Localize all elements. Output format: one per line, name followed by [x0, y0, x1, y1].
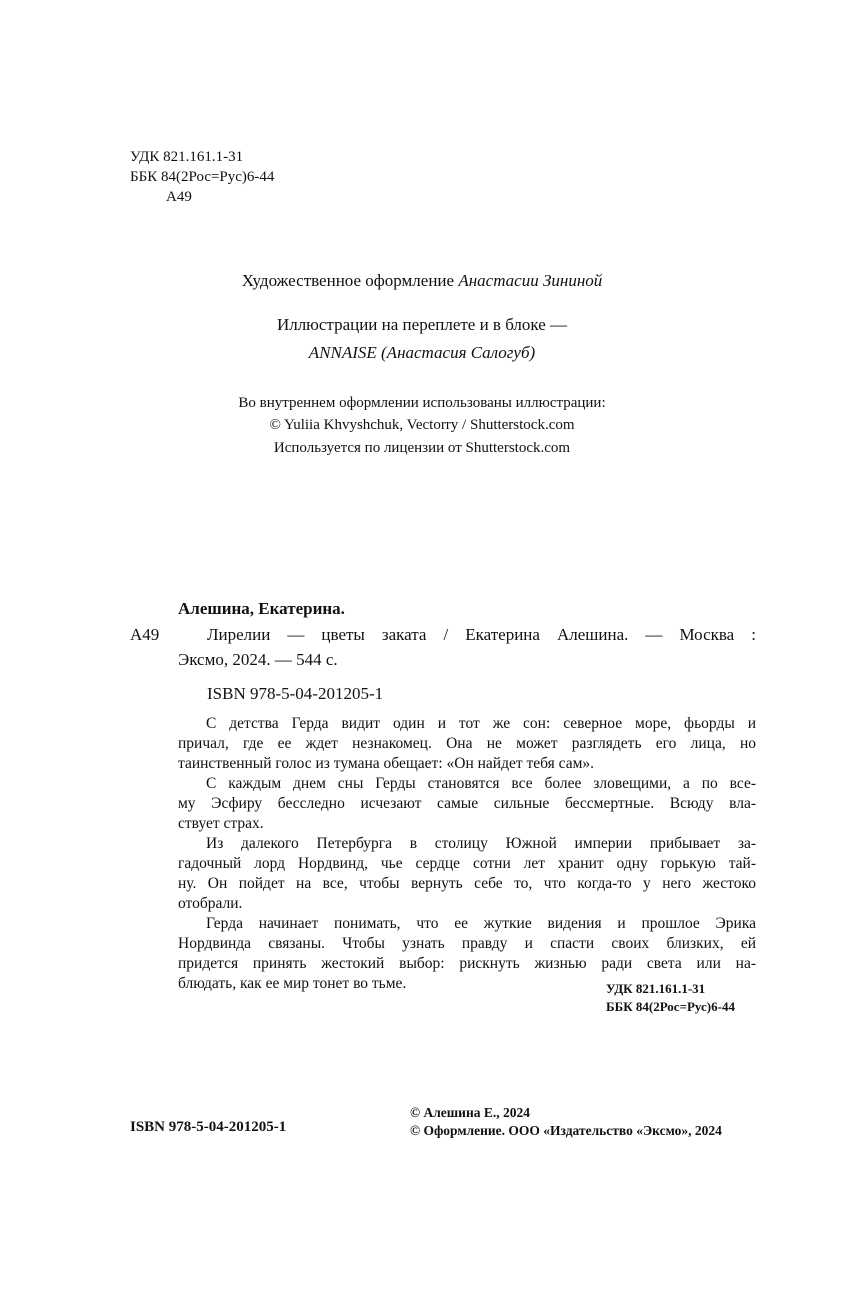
annotation-line: му Эсфиру бесследно исчезают самые сильные бессмертные. Всюду вла- — [178, 795, 756, 812]
art-design-label: Художественное оформление — [241, 271, 455, 290]
author-mark-top: А49 — [166, 189, 192, 205]
bib-title-line1: Лирелии — цветы заката / Екатерина Алешина. — Москва : — [207, 625, 756, 644]
annotation-line: придется принять жестокий выбор: рискнуть жизнью ради света или на- — [178, 955, 756, 972]
annotation-line: отобрали. — [178, 895, 243, 912]
bib-isbn: ISBN 978-5-04-201205-1 — [207, 684, 384, 703]
annotation-line: Нордвинда связаны. Чтобы узнать правду и спасти своих близких, ей — [178, 935, 756, 952]
annotation-line: Из далекого Петербурга в столицу Южной империи прибывает за- — [206, 835, 756, 852]
bbk-code-top: ББК 84(2Рос=Рус)6-44 — [130, 169, 275, 185]
bib-author: Алешина, Екатерина. — [178, 599, 345, 618]
inner-illustrations-line1: Во внутреннем оформлении использованы иллюстрации: — [238, 395, 606, 411]
copyright-author: © Алешина Е., 2024 — [410, 1105, 530, 1120]
bib-author-mark: А49 — [130, 625, 160, 644]
annotation-line: таинственный голос из тумана обещает: «Он найдет тебя сам». — [178, 755, 595, 772]
illustrations-name — [0, 342, 844, 364]
annotation-line: Герда начинает понимать, что ее жуткие видения и прошлое Эрика — [206, 915, 756, 932]
udk-code-bottom: УДК 821.161.1-31 — [606, 981, 706, 996]
udk-code-top: УДК 821.161.1-31 — [130, 149, 244, 165]
footer-isbn: ISBN 978-5-04-201205-1 — [130, 1119, 287, 1135]
art-design-credit — [0, 270, 844, 292]
annotation-line: С каждым днем сны Герды становятся все более зловещими, а по все- — [206, 775, 756, 792]
annotation-line: гадочный лорд Нордвинд, чье сердце сотни лет хранит одну горькую тай- — [178, 855, 756, 872]
annotation-line: ствует страх. — [178, 815, 264, 832]
inner-illustrations-line3: Используется по лицензии от Shutterstock.com — [273, 440, 571, 456]
annotation-line: ну. Он пойдет на все, чтобы вернуть себе то, что когда-то у него жестоко — [178, 875, 756, 892]
annotation-line: причал, где ее ждет незнакомец. Она не может разглядеть его лица, но — [178, 735, 756, 752]
illustrations-name-text: ANNAISE (Анастасия Салогуб) — [308, 343, 536, 362]
inner-illustrations-line2: © Yuliia Khvyshchuk, Vectorry / Shutterstock.com — [269, 417, 575, 433]
illustrations-label: Иллюстрации на переплете и в блоке — — [276, 315, 568, 334]
bbk-code-bottom: ББК 84(2Рос=Рус)6-44 — [606, 999, 735, 1014]
bib-title-line2: Эксмо, 2024. — 544 с. — [178, 650, 338, 669]
copyright-design: © Оформление. ООО «Издательство «Эксмо», 2024 — [410, 1123, 722, 1138]
art-design-name: Анастасии Зининой — [458, 271, 603, 290]
annotation-line: С детства Герда видит один и тот же сон: северное море, фьорды и — [206, 715, 756, 732]
annotation-line: блюдать, как ее мир тонет во тьме. — [178, 975, 407, 992]
